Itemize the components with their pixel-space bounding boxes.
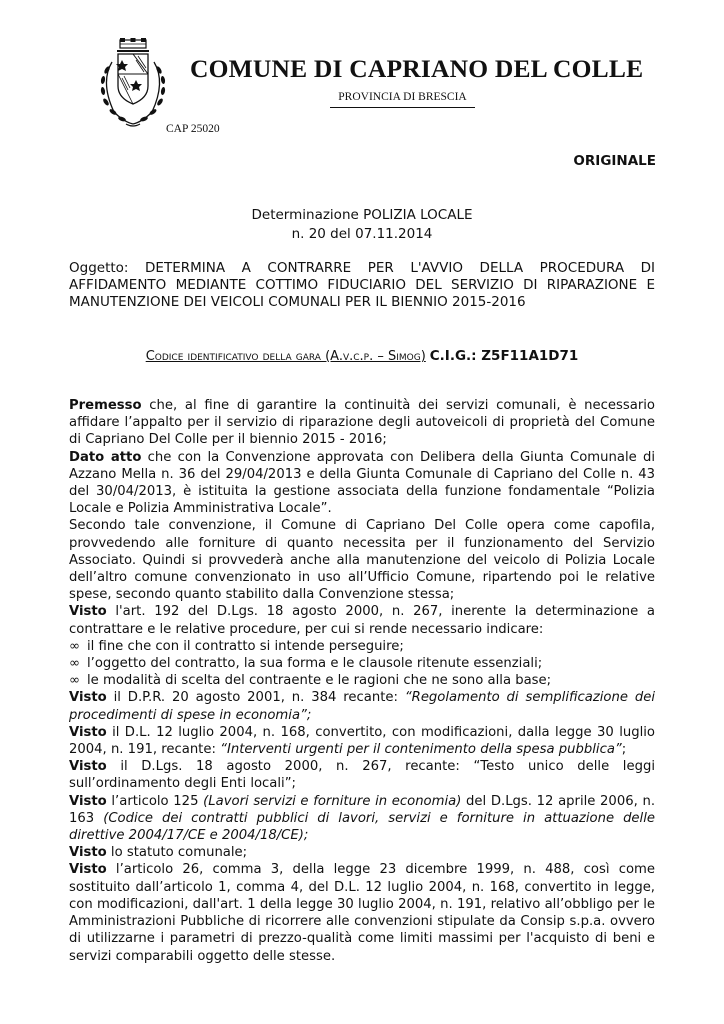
list-item-text: le modalità di scelta del contraente e le ragioni che ne sono alla base; — [87, 673, 552, 689]
paragraph-dato-atto — [69, 449, 655, 518]
keyword: Visto — [69, 793, 107, 809]
paragraph-text: del D.Lgs. 12 aprile 2006, n. 163 — [69, 793, 656, 826]
bullet-icon: ∞ — [69, 638, 80, 654]
paragraph-visto-tuel — [69, 758, 655, 792]
cig-code: C.I.G.: Z5F11A1D71 — [429, 348, 579, 364]
list-item-text: l’oggetto del contratto, la sua forma e le clausole ritenute essenziali; — [87, 656, 543, 672]
italic-text: “Regolamento di semplificazione dei procedimenti di spese in economia”; — [69, 690, 656, 723]
paragraph-text: il D.Lgs. 18 agosto 2000, n. 267, recante: “Testo unico delle leggi sull’ordinamento degli Enti locali”; — [69, 759, 655, 792]
paragraph-visto-art192 — [69, 603, 655, 637]
paragraph-text: lo statuto comunale; — [106, 845, 248, 861]
keyword: Visto — [69, 759, 107, 775]
keyword: Visto — [69, 845, 107, 861]
list-item — [69, 638, 655, 655]
paragraph-visto-statuto — [69, 844, 655, 861]
paragraph-text: il D.L. 12 luglio 2004, n. 168, convertito, con modificazioni, dalla legge 30 luglio 2004, n. 191, recante: — [69, 724, 655, 758]
italic-text: “Interventi urgenti per il contenimento della spesa pubblica” — [220, 742, 622, 758]
coat-of-arms-icon — [92, 38, 174, 130]
paragraph-text: ; — [621, 742, 627, 758]
municipality-title: COMUNE DI CAPRIANO DEL COLLE — [190, 54, 644, 83]
bullet-icon: ∞ — [69, 656, 80, 672]
original-label: ORIGINALE — [573, 153, 656, 169]
cig-line — [0, 348, 724, 364]
paragraph-visto-dl — [69, 724, 655, 758]
list-item — [69, 655, 655, 672]
italic-text: (Lavori servizi e forniture in economia) — [203, 793, 462, 809]
list-item-text: il fine che con il contratto si intende perseguire; — [87, 638, 404, 654]
bullet-icon: ∞ — [69, 673, 80, 689]
paragraph-visto-art125 — [69, 793, 655, 845]
keyword: Visto — [69, 862, 107, 878]
paragraph-visto-dpr — [69, 689, 655, 723]
italic-text: (Codice dei contratti pubblici di lavori, servizi e forniture in attuazione delle direttive 2004/17/CE e 2004/18/CE); — [69, 810, 655, 844]
postal-code: CAP 25020 — [166, 123, 220, 135]
paragraph-convenzione: Secondo tale convenzione, il Comune di Capriano Del Colle opera come capofila, provvedendo alle forniture di quanto necessita per il funzionamento del Servizio Associato. Quindi si provvederà anche alla manutenzione del veicolo di Polizia Locale dell’altro comune convenzionato in uso all’Ufficio Comune, ripartendo poi le relative spese, secondo quanto stabilito dalla Convenzione stessa; — [69, 518, 655, 603]
province-label: PROVINCIA DI BRESCIA — [330, 91, 475, 108]
paragraph-text: che, al fine di garantire la continuità dei servizi comunali, è necessario affidare l’appalto per il servizio di riparazione degli autoveicoli di proprietà del Comune di Capriano Del Colle per il biennio 2015 - 2016; — [69, 398, 655, 448]
paragraph-text: il D.P.R. 20 agosto 2001, n. 384 recante: — [106, 690, 405, 706]
keyword: Premesso — [69, 398, 142, 413]
keyword: Dato atto — [69, 449, 142, 465]
keyword: Visto — [69, 724, 107, 740]
keyword: Visto — [69, 690, 107, 706]
paragraph-text: l’articolo 26, comma 3, della legge 23 dicembre 1999, n. 488, così come sostituito dall’articolo 1, comma 4, del D.L. 12 luglio 2004, n. 168, convertito in legge, con modificazioni, dall'art. 1 della legge 30 luglio 2004, n. 191, relativo all’obbligo per le Amministrazioni Pubbliche di ricorrere alle convenzioni stipulate da Consip s.p.a. ovvero di utilizzarne i parametri di prezzo-qualità come limiti massimi per l'acquisto di beni e servizi comparabili oggetto delle stesse. — [69, 862, 655, 964]
paragraph-visto-art26 — [69, 861, 655, 964]
document-body — [69, 397, 655, 965]
paragraph-text: l'art. 192 del D.Lgs. 18 agosto 2000, n. 267, inerente la determinazione a contrattare e le relative procedure, per cui si rende necessario indicare: — [69, 604, 655, 637]
cig-label: Codice identificativo della gara (A.v.c.p. – Simog) — [145, 349, 426, 364]
determination-title: Determinazione POLIZIA LOCALE — [251, 207, 473, 223]
determination-number: n. 20 del 07.11.2014 — [291, 226, 433, 242]
paragraph-premesso — [69, 397, 655, 449]
paragraph-text: l’articolo 125 — [106, 793, 204, 809]
subject-paragraph: Oggetto: DETERMINA A CONTRARRE PER L'AVVIO DELLA PROCEDURA DI AFFIDAMENTO MEDIANTE COTTIMO FIDUCIARIO DEL SERVIZIO DI RIPARAZIONE E MANUTENZIONE DEI VEICOLI COMUNALI PER IL BIENNIO 2015-2016 — [69, 260, 655, 310]
paragraph-text: che con la Convenzione approvata con Delibera della Giunta Comunale di Azzano Mella n. 36 del 29/04/2013 e della Giunta Comunale di Capriano del Colle n. 43 del 30/04/2013, è istituita la gestione associata della funzione fondamentale “Polizia Locale e Polizia Amministrativa Locale”. — [69, 449, 655, 517]
list-item — [69, 672, 655, 689]
keyword: Visto — [69, 604, 107, 620]
